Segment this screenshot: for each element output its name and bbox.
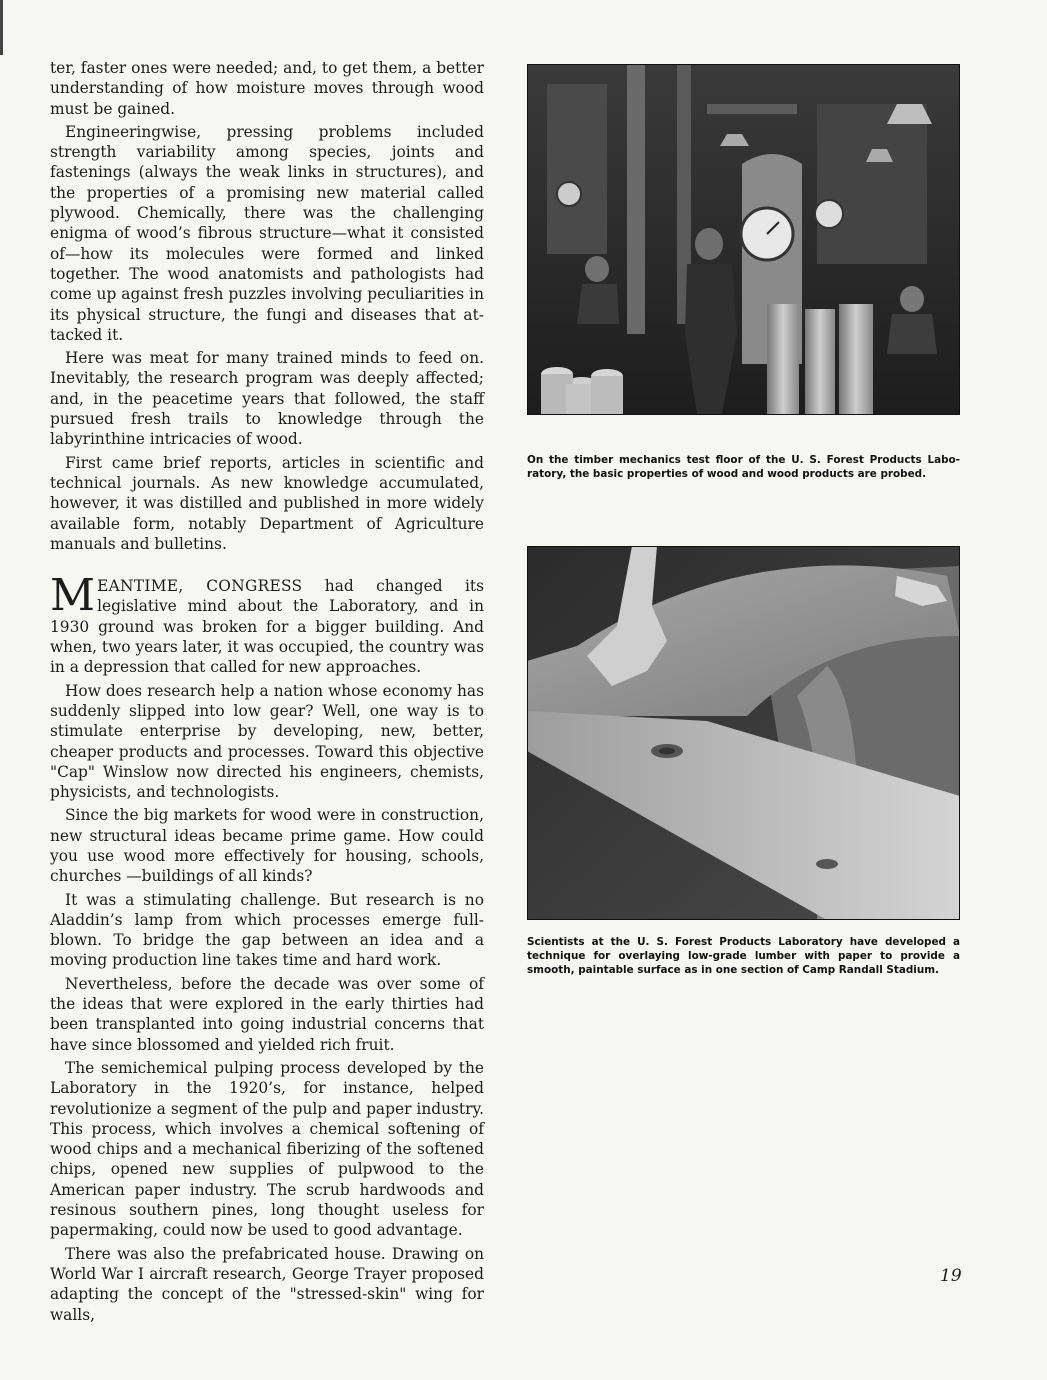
drop-cap: M bbox=[50, 570, 96, 622]
paragraph: It was a stimulating challenge. But research is no Aladdin’s lamp from which processes emerge full-blown. To bridge the gap between an idea and a moving production line takes time and hard work. bbox=[50, 890, 484, 970]
paragraph: Since the big markets for wood were in construction, new structural ideas became prime game. How could you use wood more effectively for housing, schools, churches —buildings of all kinds? bbox=[50, 806, 484, 886]
opening-caps: EANTIME, CONGRESS bbox=[97, 577, 303, 596]
paragraph: ter, faster ones were needed; and, to get them, a better understanding of how moisture moves through wood must be gained. bbox=[50, 59, 484, 118]
paragraph: There was also the prefabricated house. Drawing on World War I aircraft research, George Trayer proposed adapting the concept of the "stressed-skin" wing for walls, bbox=[50, 1244, 484, 1324]
paragraph: Nevertheless, before the decade was over some of the ideas that were explored in the early thirties had been transplanted into going industrial concerns that have since blossomed and yielded rich fruit. bbox=[50, 974, 484, 1054]
page-number: 19 bbox=[940, 1266, 962, 1286]
paper-overlay-lumber-photo bbox=[527, 546, 960, 920]
paragraph: Engineeringwise, pressing problems included strength variability among species, joints and fastenings (always the weak links in structures), and the properties of a promising new material called plywood. Chemically, there was the challenging enigma of wood’s fibrous structure—what it consisted of—how its molecules were formed and linked together. The wood anatomists and pathologists had come up against fresh puzzles involving peculiarities in its physical structure, the fungi and diseases that attacked it. bbox=[50, 122, 484, 344]
paragraph: The semichemical pulping process developed by the Laboratory in the 1920’s, for instance, helped revolutionize a segment of the pulp and paper industry. This process, which involves a chemical softening of wood chips and a mechanical fiberizing of the softened chips, opened new supplies of pulpwood to the American paper industry. The scrub hardwoods and resinous southern pines, long thought useless for papermaking, could now be used to good advantage. bbox=[50, 1058, 484, 1240]
photo-caption: On the timber mechanics test floor of the U. S. Forest Products Laboratory, the basic properties of wood and wood products are probed. bbox=[527, 454, 960, 480]
article-text-column bbox=[50, 58, 484, 1328]
section-opening-paragraph bbox=[50, 570, 484, 677]
paragraph-text: had changed its legislative mind about the Laboratory, and in 1930 ground was broken for a bigger building. And when, two years later, it was occupied, the country was in a depression that called for new approaches. bbox=[50, 577, 484, 677]
timber-testing-lab-photo bbox=[527, 64, 960, 415]
photo-caption: Scientists at the U. S. Forest Products Laboratory have developed a technique for overlaying low-grade lumber with paper to provide a smooth, paintable surface as in one section of Camp Randall Stadium. bbox=[527, 936, 960, 976]
scan-edge-mark bbox=[0, 0, 3, 55]
paragraph: First came brief reports, articles in scientific and technical journals. As new knowledge accumulated, however, it was distilled and published in more widely available form, notably Department of Agriculture manuals and bulletins. bbox=[50, 453, 484, 553]
paragraph: How does research help a nation whose economy has suddenly slipped into low gear? Well, one way is to stimulate enterprise by developing, new, better, cheaper products and processes. Toward this objective "Cap" Winslow now directed his engineers, chemists, physicists, and technologists. bbox=[50, 681, 484, 802]
paragraph: Here was meat for many trained minds to feed on. Inevitably, the research program was deeply affected; and, in the peacetime years that followed, the staff pursued fresh trails to knowledge through the labyrinthine intricacies of wood. bbox=[50, 349, 484, 449]
